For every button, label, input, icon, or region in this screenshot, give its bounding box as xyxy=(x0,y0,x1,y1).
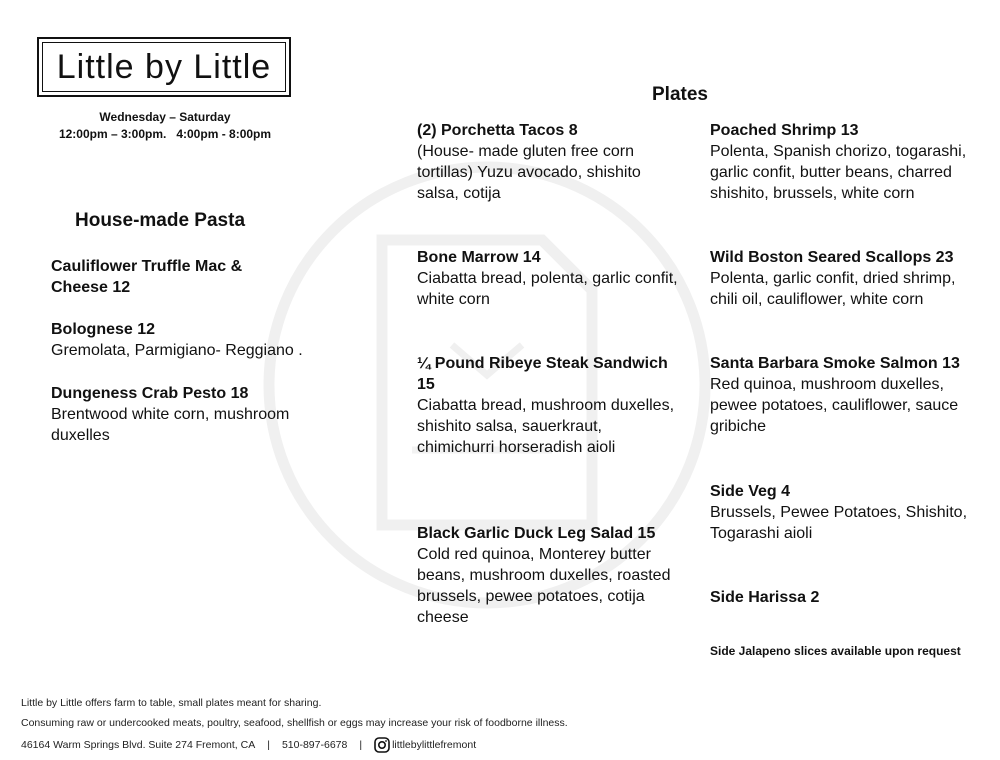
menu-item-name: Side Veg 4 xyxy=(710,483,791,500)
menu-item-description: Cold red quinoa, Monterey butter beans, mushroom duxelles, roasted brussels, pewee potatoes, cotija cheese xyxy=(417,546,671,626)
menu-item-name: Bolognese 12 xyxy=(51,321,156,338)
menu-item xyxy=(710,587,980,608)
footer-warning: Consuming raw or undercooked meats, poultry, seafood, shellfish or eggs may increase your risk of foodborne illness. xyxy=(21,717,568,729)
menu-item-description: Brentwood white corn, mushroom duxelles xyxy=(51,406,290,444)
footer-tagline: Little by Little offers farm to table, small plates meant for sharing. xyxy=(21,697,322,709)
opening-days: Wednesday – Saturday xyxy=(99,110,231,124)
menu-item xyxy=(417,523,682,628)
menu-item-name: Dungeness Crab Pesto 18 xyxy=(51,385,249,402)
restaurant-logo-box xyxy=(37,37,291,97)
menu-item-description: Ciabatta bread, polenta, garlic confit, white corn xyxy=(417,270,678,308)
restaurant-name: Little by Little xyxy=(56,47,272,86)
menu-item-name: Santa Barbara Smoke Salmon 13 xyxy=(710,355,960,372)
menu-item-name: Bone Marrow 14 xyxy=(417,249,541,266)
pasta-heading: House-made Pasta xyxy=(75,210,246,231)
footer-contact xyxy=(21,737,476,753)
menu-item xyxy=(710,481,980,544)
menu-item-name: Side Harissa 2 xyxy=(710,589,820,606)
footer-separator: | xyxy=(267,739,270,751)
menu-item-name: (2) Porchetta Tacos 8 xyxy=(417,122,578,139)
menu-item-description: Gremolata, Parmigiano- Reggiano . xyxy=(51,342,303,359)
menu-item-description: Polenta, Spanish chorizo, togarashi, garlic confit, butter beans, charred shishito, brussels, white corn xyxy=(710,143,967,202)
menu-item-description: Brussels, Pewee Potatoes, Shishito, Togarashi aioli xyxy=(710,504,968,542)
side-note: Side Jalapeno slices available upon request xyxy=(710,644,961,658)
menu-item xyxy=(51,383,321,446)
menu-item-description: Ciabatta bread, mushroom duxelles, shishito salsa, sauerkraut, chimichurri horseradish aioli xyxy=(417,397,675,456)
footer-instagram-handle[interactable]: littlebylittlefremont xyxy=(392,739,477,751)
menu-item xyxy=(710,353,980,437)
menu-item-name: Cauliflower Truffle Mac & Cheese 12 xyxy=(51,258,243,296)
menu-item-name: Black Garlic Duck Leg Salad 15 xyxy=(417,525,656,542)
menu-item-name: ¼ Pound Ribeye Steak Sandwich 15 xyxy=(417,355,668,393)
menu-item-name: Wild Boston Seared Scallops 23 xyxy=(710,249,954,266)
opening-hours: 12:00pm – 3:00pm. 4:00pm - 8:00pm xyxy=(58,127,272,141)
plates-heading: Plates xyxy=(652,84,708,105)
menu-item xyxy=(417,120,682,204)
menu-item-description: Polenta, garlic confit, dried shrimp, chili oil, cauliflower, white corn xyxy=(710,270,956,308)
menu-item-description: (House- made gluten free corn tortillas) Yuzu avocado, shishito salsa, cotija xyxy=(417,143,641,202)
menu-item xyxy=(51,319,321,361)
menu-item xyxy=(710,247,980,310)
footer-phone[interactable]: 510-897-6678 xyxy=(281,739,348,751)
menu-item xyxy=(417,353,682,458)
footer-address: 46164 Warm Springs Blvd. Suite 274 Fremont, CA xyxy=(21,739,256,751)
menu-item xyxy=(710,120,980,204)
menu-item xyxy=(51,256,261,298)
menu-item-description: Red quinoa, mushroom duxelles, pewee potatoes, cauliflower, sauce gribiche xyxy=(710,376,959,435)
instagram-icon xyxy=(374,737,390,753)
footer-separator: | xyxy=(359,739,363,751)
menu-item-name: Poached Shrimp 13 xyxy=(710,122,859,139)
menu-item xyxy=(417,247,682,310)
